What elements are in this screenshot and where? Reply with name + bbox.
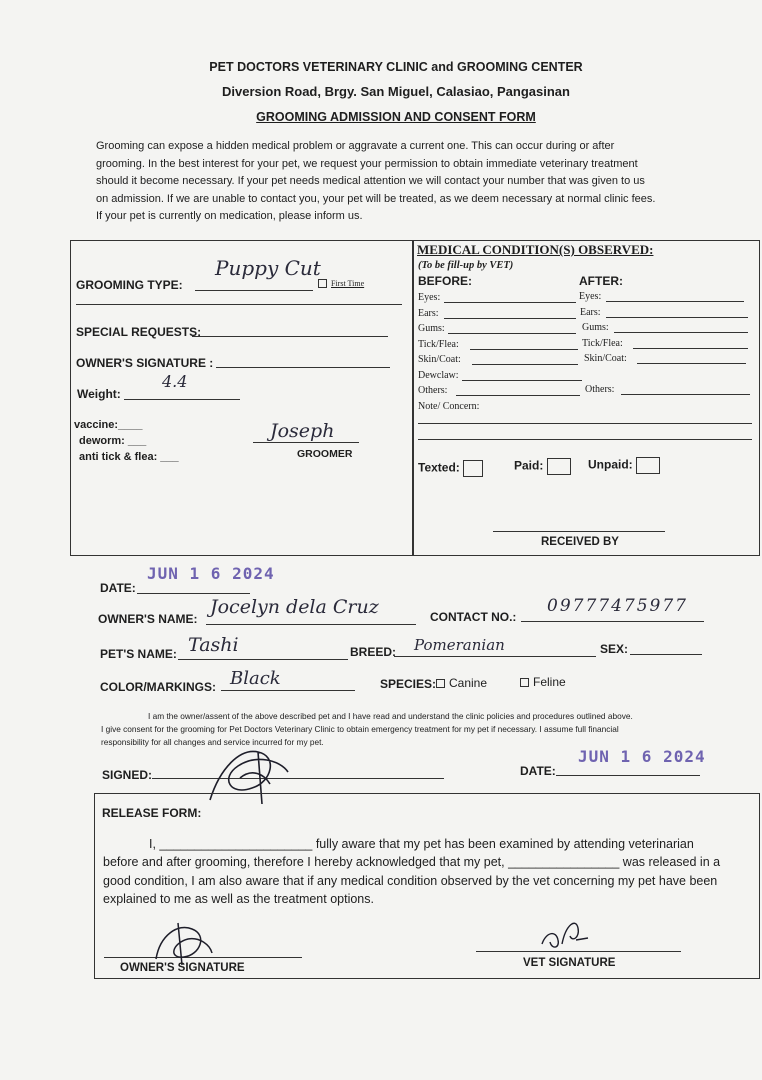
- paid-checkbox[interactable]: [514, 458, 571, 475]
- after-tickflea-line[interactable]: [633, 348, 748, 349]
- grooming-extra-line: [76, 304, 402, 305]
- breed-line: [394, 656, 596, 657]
- after-skincoat-line[interactable]: [637, 363, 746, 364]
- grooming-type-value[interactable]: Puppy Cut: [215, 256, 321, 280]
- intro-line: on admission. If we are unable to contact you, your pet will be treated, as we deem necessary at normal clinic fees.: [96, 192, 656, 205]
- clinic-name: PET DOCTORS VETERINARY CLINIC and GROOMING CENTER: [209, 60, 583, 74]
- after-ears-label: Ears:: [580, 307, 601, 318]
- sex-label: SEX:: [600, 642, 629, 656]
- owner-name-line: [206, 624, 416, 625]
- after-gums-label: Gums:: [582, 322, 609, 333]
- unpaid-label: Unpaid:: [588, 457, 633, 472]
- after-label: AFTER:: [579, 274, 623, 288]
- feline-label: Feline: [533, 675, 566, 689]
- table-divider: [412, 240, 414, 555]
- before-eyes-line[interactable]: [444, 302, 576, 303]
- first-time-checkbox[interactable]: [318, 279, 364, 288]
- color-value[interactable]: Black: [230, 668, 281, 689]
- texted-label: Texted:: [418, 460, 460, 475]
- consent-date-line[interactable]: [556, 775, 700, 776]
- after-eyes-line[interactable]: [606, 301, 744, 302]
- pet-name-label: PET'S NAME:: [100, 647, 177, 661]
- form-title: GROOMING ADMISSION AND CONSENT FORM: [256, 110, 536, 124]
- after-gums-line[interactable]: [614, 332, 748, 333]
- received-by-label: RECEIVED BY: [541, 536, 619, 548]
- intro-line: If your pet is currently on medication, please inform us.: [96, 210, 363, 222]
- antitick-label: anti tick & flea: ___: [79, 451, 179, 463]
- weight-value[interactable]: 4.4: [162, 372, 188, 391]
- before-ears-label: Ears:: [418, 308, 439, 319]
- owner-signature-label: OWNER'S SIGNATURE :: [76, 356, 214, 370]
- unpaid-box[interactable]: [636, 457, 660, 474]
- before-gums-line[interactable]: [448, 333, 576, 334]
- groomer-label: GROOMER: [297, 448, 353, 460]
- intro-line: grooming. In the best interest for your pet, we request your permission to obtain immediate veterinary treatment: [96, 157, 638, 170]
- owner-signature-line[interactable]: [216, 367, 390, 368]
- owner-name-label: OWNER'S NAME:: [98, 612, 198, 626]
- consent-line-2: I give consent for the grooming for Pet Doctors Veterinary Clinic to obtain emergency treatment for my pet if necessary. I assume full financial: [101, 724, 619, 734]
- paid-box[interactable]: [547, 458, 571, 475]
- release-line-2: before and after grooming, therefore I hereby acknowledged that my pet, ________________ was released in a: [103, 855, 721, 869]
- deworm-label: deworm: ___: [79, 435, 147, 447]
- intro-paragraph: [96, 138, 702, 226]
- before-label: BEFORE:: [418, 274, 472, 288]
- before-skincoat-line[interactable]: [472, 364, 578, 365]
- checkbox-box[interactable]: [318, 279, 327, 288]
- date-label: DATE:: [100, 581, 136, 595]
- pet-name-line: [178, 659, 348, 660]
- special-requests-label: SPECIAL REQUESTS:: [76, 325, 202, 339]
- release-line-4: explained to me as well as the treatment options.: [103, 892, 374, 906]
- vaccine-label: vaccine:____: [74, 419, 143, 431]
- release-title: RELEASE FORM:: [102, 806, 202, 820]
- texted-box[interactable]: [463, 460, 483, 477]
- breed-label: BREED:: [350, 645, 397, 659]
- consent-date-stamp: JUN 1 6 2024: [578, 747, 706, 766]
- release-line-1: I, ______________________ fully aware that my pet has been examined by attending veterinarian: [149, 837, 694, 851]
- color-line: [221, 690, 355, 691]
- color-label: COLOR/MARKINGS:: [100, 680, 216, 694]
- first-time-label: First Time: [331, 279, 365, 288]
- groomer-line: [253, 442, 359, 443]
- release-line-3: good condition, I am also aware that if any medical condition observed by the vet concerning my pet have been: [103, 874, 718, 888]
- note-label: Note/ Concern:: [418, 401, 480, 412]
- date-line[interactable]: [137, 593, 250, 594]
- date-stamp: JUN 1 6 2024: [147, 564, 275, 583]
- before-dewclaw-line[interactable]: [462, 380, 582, 381]
- canine-option[interactable]: [436, 676, 487, 690]
- note-line-1[interactable]: [418, 423, 752, 424]
- after-eyes-label: Eyes:: [579, 291, 602, 302]
- breed-value[interactable]: Pomeranian: [414, 636, 505, 654]
- contact-label: CONTACT NO.:: [430, 610, 517, 624]
- before-eyes-label: Eyes:: [418, 292, 441, 303]
- owner-sig-label: OWNER'S SIGNATURE: [120, 962, 245, 974]
- intro-line: should it become necessary. If your pet needs medical attention we will contact your number that was given to us: [96, 175, 645, 187]
- signed-label: SIGNED:: [102, 768, 153, 782]
- feline-checkbox[interactable]: [520, 678, 529, 687]
- grooming-type-label: GROOMING TYPE:: [76, 278, 183, 292]
- sex-line[interactable]: [630, 654, 702, 655]
- consent-line-1: I am the owner/assent of the above described pet and I have read and understand the clinic policies and procedures outlined above.: [148, 711, 633, 721]
- groomer-signature: Joseph: [270, 420, 335, 442]
- note-line-2[interactable]: [418, 439, 752, 440]
- pet-name-value[interactable]: Tashi: [188, 634, 239, 656]
- texted-checkbox[interactable]: [418, 460, 483, 477]
- contact-value[interactable]: 09777475977: [547, 596, 688, 616]
- consent-line-3: responsibility for all changes and service incurred for my pet.: [101, 737, 324, 747]
- grooming-type-line: [195, 290, 313, 291]
- intro-line: Grooming can expose a hidden medical problem or aggravate a current one. This can occur during or after: [96, 140, 615, 152]
- weight-label: Weight:: [77, 387, 121, 401]
- feline-option[interactable]: [520, 675, 566, 689]
- unpaid-checkbox[interactable]: [588, 457, 660, 474]
- before-skincoat-label: Skin/Coat:: [418, 354, 461, 365]
- consent-date-label: DATE:: [520, 764, 556, 778]
- canine-label: Canine: [449, 676, 488, 690]
- after-others-line[interactable]: [621, 394, 750, 395]
- clinic-address: Diversion Road, Brgy. San Miguel, Calasiao, Pangasinan: [222, 84, 570, 99]
- special-requests-line[interactable]: [192, 336, 388, 337]
- medical-subtitle: (To be fill-up by VET): [418, 260, 514, 271]
- received-by-line[interactable]: [493, 531, 665, 532]
- medical-title: MEDICAL CONDITION(S) OBSERVED:: [417, 242, 654, 257]
- before-dewclaw-label: Dewclaw:: [418, 370, 459, 381]
- before-others-label: Others:: [418, 385, 448, 396]
- after-tickflea-label: Tick/Flea:: [582, 338, 623, 349]
- before-others-line[interactable]: [456, 395, 580, 396]
- paid-label: Paid:: [514, 458, 544, 473]
- before-ears-line[interactable]: [444, 318, 576, 319]
- before-gums-label: Gums:: [418, 323, 445, 334]
- canine-checkbox[interactable]: [436, 679, 445, 688]
- owner-name-value[interactable]: Jocelyn dela Cruz: [210, 596, 379, 618]
- after-ears-line[interactable]: [606, 317, 748, 318]
- before-tickflea-line[interactable]: [470, 349, 578, 350]
- after-skincoat-label: Skin/Coat:: [584, 353, 627, 364]
- contact-line: [521, 621, 704, 622]
- before-tickflea-label: Tick/Flea:: [418, 339, 459, 350]
- vet-sig-label: VET SIGNATURE: [523, 957, 616, 969]
- species-label: SPECIES:: [380, 677, 437, 691]
- weight-line: [124, 399, 240, 400]
- after-others-label: Others:: [585, 384, 615, 395]
- vet-signature-scribble: [536, 914, 592, 958]
